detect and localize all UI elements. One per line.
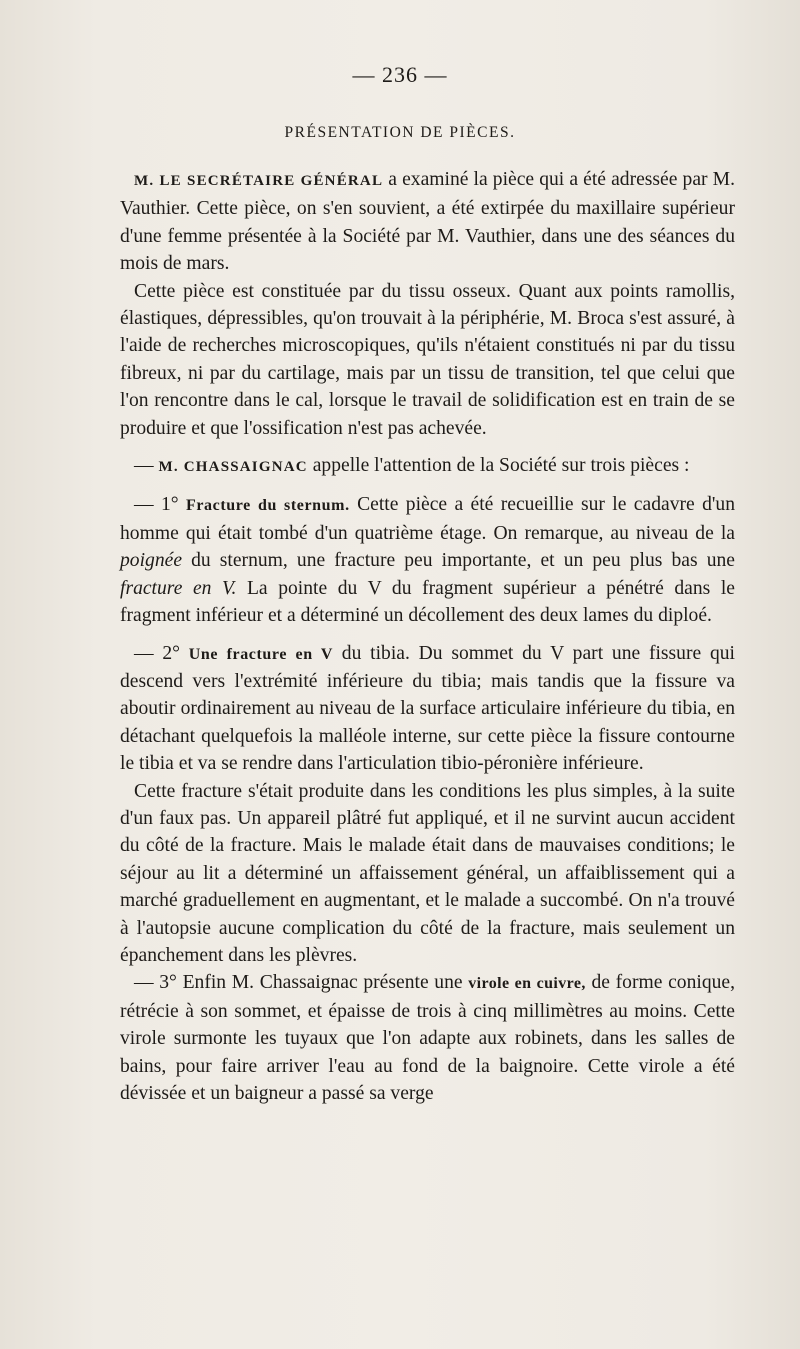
speaker-name: M. LE SECRÉTAIRE GÉNÉRAL: [134, 173, 384, 189]
paragraph-secretary-report: [120, 166, 735, 278]
body-text: [120, 166, 735, 1107]
item-label: virole en cuivre,: [468, 975, 586, 993]
section-heading: PRÉSENTATION DE PIÈCES.: [284, 124, 516, 141]
paragraph-copper-ring: [120, 969, 735, 1107]
paragraph-text: du sternum, une fracture peu importante, et un peu plus bas une: [182, 550, 735, 572]
paragraph-text: appelle l'attention de la Société sur trois pièces :: [307, 455, 690, 477]
item-label: Une fracture en V: [188, 645, 334, 663]
paragraph-prefix: — 1°: [134, 494, 186, 516]
item-label: Fracture du sternum.: [185, 497, 350, 515]
emphasis-text: poignée: [120, 550, 183, 572]
paragraph-prefix: —: [134, 455, 159, 477]
paragraph-tissue-analysis: [120, 278, 735, 442]
paragraph-text: La pointe du V du fragment supérieur a pénétré dans le fragment inférieur et a déterminé un décollement des deux lames du diploé.: [120, 577, 736, 627]
paragraph-fracture-outcome: [120, 778, 735, 970]
paragraph-prefix: — 2°: [134, 642, 189, 664]
page-number: — 236 —: [352, 62, 448, 87]
paragraph-text: Cette pièce est constituée par du tissu osseux. Quant aux points ramollis, élastiques, dépressibles, qu'on trouvait à la périphérie, M. Broca s'est assuré, à l'aide de recherches microscopiques, qu'ils n'étaient constitués ni par du tissu fibreux, ni par du cartilage, mais par un tissu de transition, tel que celui que l'on rencontre dans le cal, lorsque le travail de solidification est en train de se produire et que l'ossification n'est pas achevée.: [120, 280, 735, 439]
speaker-name: M. CHASSAIGNAC: [158, 459, 308, 476]
paragraph-text: Cette fracture s'était produite dans les conditions les plus simples, à la suite d'un faux pas. Un appareil plâtré fut appliqué, et il ne survint aucun accident du côté de la fracture. Mais le malade était dans de mauvaises conditions; le séjour au lit a déterminé un affaissement général, un affaiblissement qui a marché graduellement en augmentant, et le malade a succombé. On n'a trouvé à l'autopsie aucune complication du côté de la fracture, mais seulement un épanchement dans les plèvres.: [120, 780, 735, 966]
paragraph-text: Cette pièce a été recueillie sur le cadavre d'un homme qui était tombé d'un quatrième étage. On remarque, au niveau de la: [120, 494, 735, 544]
paragraph-text: — 3° Enfin M. Chassaignac présente une: [134, 972, 469, 994]
paragraph-text: a examiné la pièce qui a été adressée par M. Vauthier. Cette pièce, on s'en souvient, a été extirpée du maxillaire supérieur d'une femme présentée à la Société par M. Vauthier, dans une des séances du mois de mars.: [120, 169, 735, 275]
paragraph-text: du tibia. Du sommet du V part une fissure qui descend vers l'extrémité inférieure du tibia; mais tandis que la fissure va aboutir ordinairement au niveau de la surface articulaire inférieure du tibia, en détachant quelquefois la malléole interne, sur cette pièce la fissure contourne le tibia et va se rendre dans l'articulation tibio-péronière inférieure.: [120, 642, 735, 775]
paragraph-sternum-fracture: [120, 491, 735, 629]
paragraph-tibia-fracture: [120, 640, 735, 778]
paragraph-chassaignac-intro: [120, 452, 735, 481]
paragraph-text: de forme conique, rétrécie à son sommet, et épaisse de trois à cinq millimètres au moins. Cette virole surmonte les tuyaux que l'on adapte aux robinets, dans les salles de bains, pour faire arriver l'eau au fond de la baignoire. Cette virole a été dévissée et un baigneur a passé sa verge: [120, 972, 736, 1104]
emphasis-text: fracture en V.: [120, 577, 237, 599]
